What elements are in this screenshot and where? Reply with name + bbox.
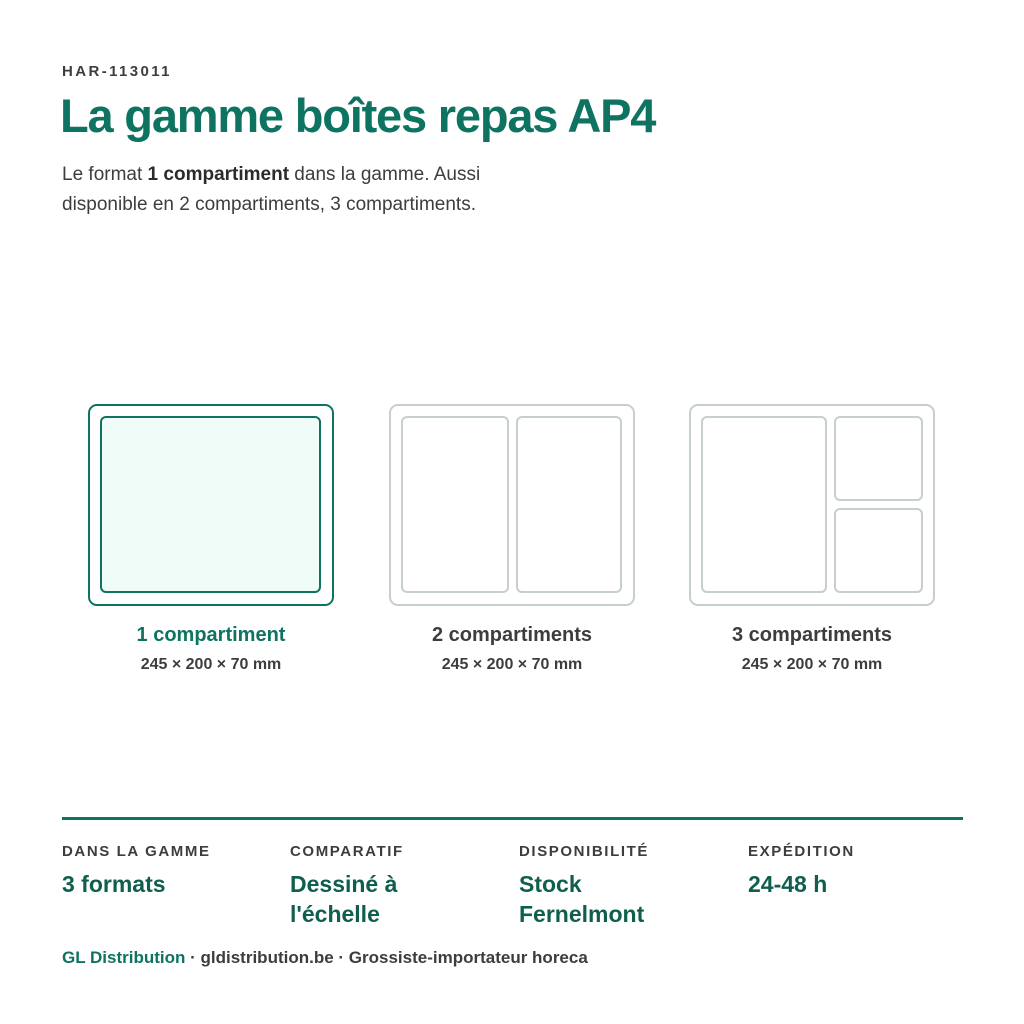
section-divider: [62, 817, 963, 820]
stat-label: EXPÉDITION: [748, 843, 855, 860]
compartment: [401, 416, 509, 593]
compartment: [701, 416, 827, 593]
footer-website[interactable]: gldistribution.be: [200, 948, 334, 967]
stat-shipping: [748, 843, 958, 899]
footer-brand: GL Distribution: [62, 948, 186, 967]
format-label: 3 compartiments: [731, 624, 893, 646]
stat-label: DISPONIBILITÉ: [519, 843, 649, 860]
description-bold: 1 compartiment: [147, 164, 290, 185]
compartment: [516, 416, 622, 593]
footer-separator: ·: [185, 948, 201, 967]
format-dimensions: 245 × 200 × 70 mm: [140, 656, 282, 673]
description-post: dans la gamme. Aussi disponible en 2 compartiments, 3 compartiments.: [62, 164, 481, 215]
box-diagram-2-compartments: [389, 404, 635, 606]
page-title: La gamme boîtes repas AP4: [60, 89, 656, 142]
description-pre: Le format: [62, 164, 148, 185]
stat-value: 3 formats: [62, 871, 166, 897]
footer-tagline: Grossiste-importateur horeca: [348, 948, 588, 967]
box-diagram-3-compartments: [689, 404, 935, 606]
footer-separator: ·: [333, 948, 349, 967]
format-dimensions: 245 × 200 × 70 mm: [441, 656, 583, 673]
stat-range: [62, 843, 272, 899]
stat-availability: [519, 843, 729, 929]
product-sku: HAR-113011: [62, 63, 172, 80]
box-diagram-1-compartment: [88, 404, 334, 606]
stat-value: 24-48 h: [748, 871, 828, 897]
format-label: 1 compartiment: [136, 624, 286, 646]
stat-comparison: [290, 843, 500, 929]
stat-value: Stock Fernelmont: [519, 871, 645, 927]
compartment: [100, 416, 321, 593]
stat-label: DANS LA GAMME: [62, 843, 211, 860]
stat-value: Dessiné à l'échelle: [290, 871, 398, 927]
compartment: [834, 508, 923, 593]
stat-label: COMPARATIF: [290, 843, 404, 860]
format-label: 2 compartiments: [431, 624, 593, 646]
compartment: [834, 416, 923, 501]
footer: [62, 948, 588, 968]
page-description: [62, 160, 562, 220]
format-dimensions: 245 × 200 × 70 mm: [741, 656, 883, 673]
